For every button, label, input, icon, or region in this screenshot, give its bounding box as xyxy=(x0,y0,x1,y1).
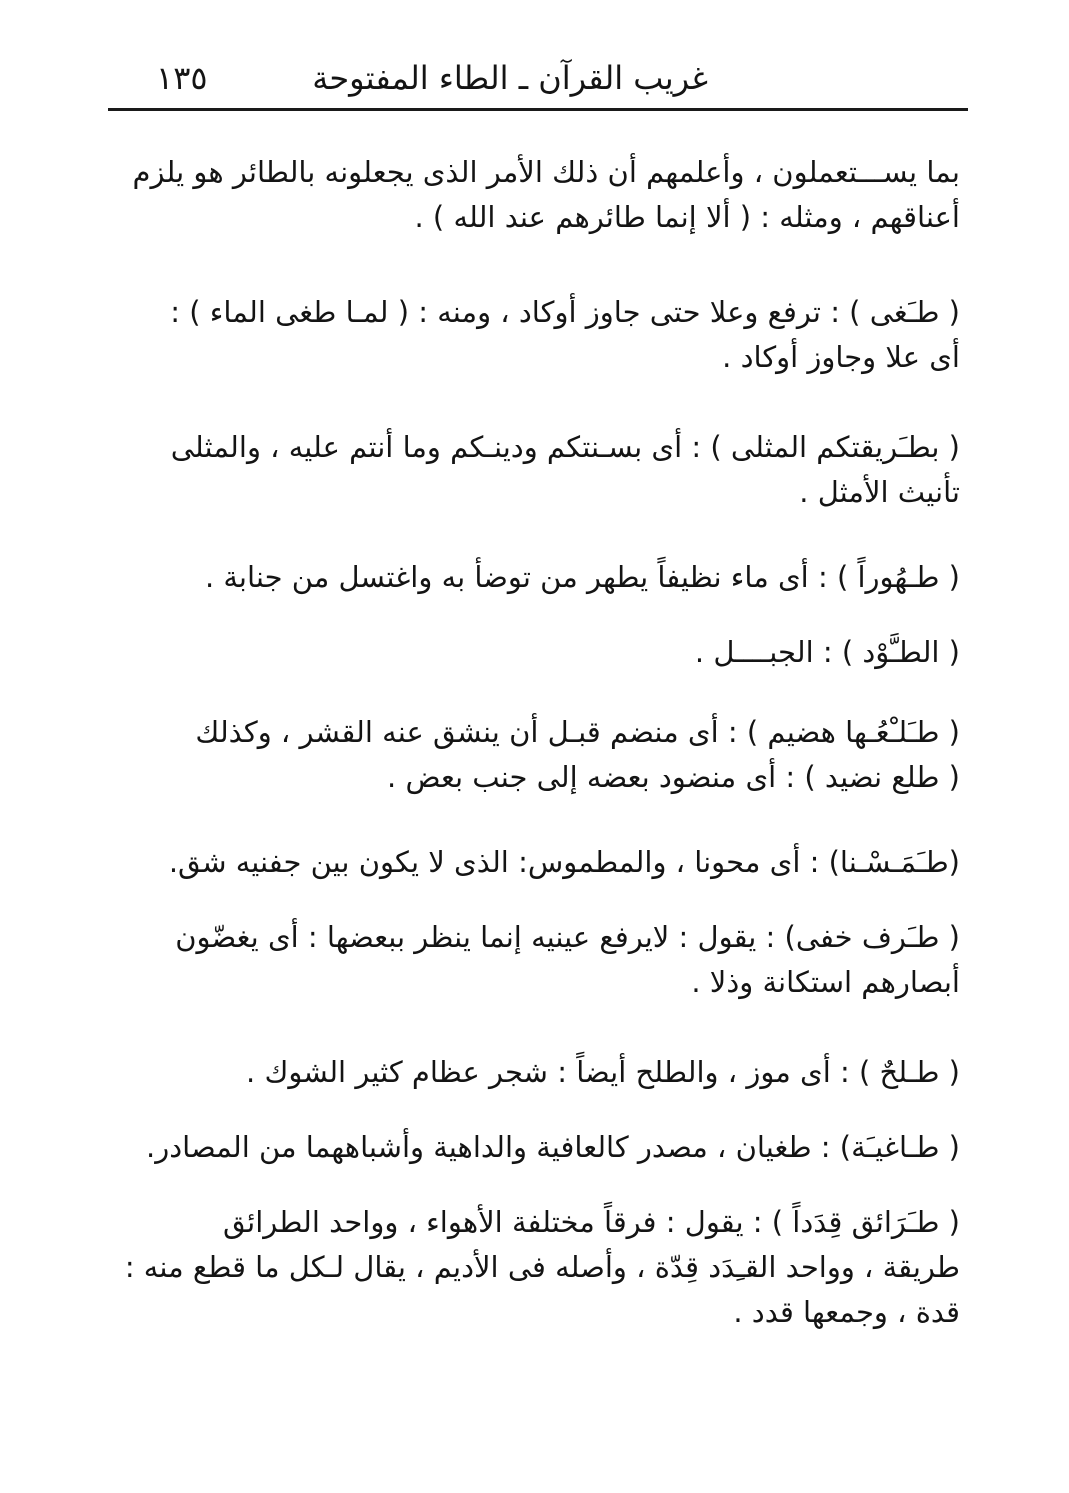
text-line: ( بطـَريقتكم المثلى ) : أى بسـنتكم ودينـكم وما أنتم عليه ، والمثلى xyxy=(170,430,960,464)
text-line: بما يســـتعملون ، وأعلمهم أن ذلك الأمر الذى يجعلونه بالطائر هو يلزم xyxy=(132,155,960,189)
entry-paragraph xyxy=(118,555,960,600)
text-line: تأنيث الأمثل . xyxy=(799,475,960,509)
entry-paragraph xyxy=(118,915,960,1005)
text-line: أعناقهم ، ومثله : ( ألا إنما طائرهم عند الله ) . xyxy=(414,200,960,234)
text-line: (طـَمَـسْـنا) : أى محونا ، والمطموس: الذى لا يكون بين جفنيه شق. xyxy=(168,845,960,879)
entry-paragraph xyxy=(118,1125,960,1170)
entry-paragraph xyxy=(118,425,960,515)
text-line: ( طـهُوراً ) : أى ماء نظيفاً يطهر من توضأ به واغتسل من جنابة . xyxy=(204,560,960,594)
text-line: أى علا وجاوز أوكاد . xyxy=(722,340,960,374)
text-line: طريقة ، وواحد القـِدَد قِدّة ، وأصله فى الأديم ، يقال لـكل ما قطع منه : xyxy=(124,1250,960,1284)
entry-paragraph xyxy=(118,710,960,800)
entry-paragraph xyxy=(118,630,960,675)
text-line: ( طـَرَائق قِدَداً ) : يقول : فرقاً مختلفة الأهواء ، وواحد الطرائق xyxy=(222,1205,960,1239)
text-line: ( طلع نضيد ) : أى منضود بعضه إلى جنب بعض . xyxy=(387,760,960,794)
entry-paragraph xyxy=(118,1200,960,1335)
text-line: قدة ، وجمعها قدد . xyxy=(733,1295,960,1329)
text-line: ( طـَرف خفى) : يقول : لايرفع عينيه إنما ينظر ببعضها : أى يغضّون xyxy=(175,920,960,954)
glossary-entries xyxy=(118,0,960,1493)
text-line: ( الطـَّوْد ) : الجبــــل . xyxy=(694,635,960,669)
entry-paragraph xyxy=(118,1050,960,1095)
entry-paragraph xyxy=(118,150,960,240)
text-line: ( طـاغيـَة) : طغيان ، مصدر كالعافية والداهية وأشباههما من المصادر. xyxy=(145,1130,960,1164)
entry-paragraph xyxy=(118,290,960,380)
entry-paragraph xyxy=(118,840,960,885)
header-title: غريب القرآن ـ الطاء المفتوحة xyxy=(312,59,708,97)
page-number: ١٣٥ xyxy=(156,59,208,97)
text-line: ( طـَلـْعُـها هضيم ) : أى منضم قبـل أن ينشق عنه القشر ، وكذلك xyxy=(195,715,960,749)
text-line: ( طـلحٌ ) : أى موز ، والطلح أيضاً : شجر عظام كثير الشوك . xyxy=(246,1055,960,1089)
text-line: أبصارهم استكانة وذلا . xyxy=(691,965,960,999)
text-line: ( طـَغى ) : ترفع وعلا حتى جاوز أوكاد ، ومنه : ( لمـا طغى الماء ) : xyxy=(170,295,960,329)
